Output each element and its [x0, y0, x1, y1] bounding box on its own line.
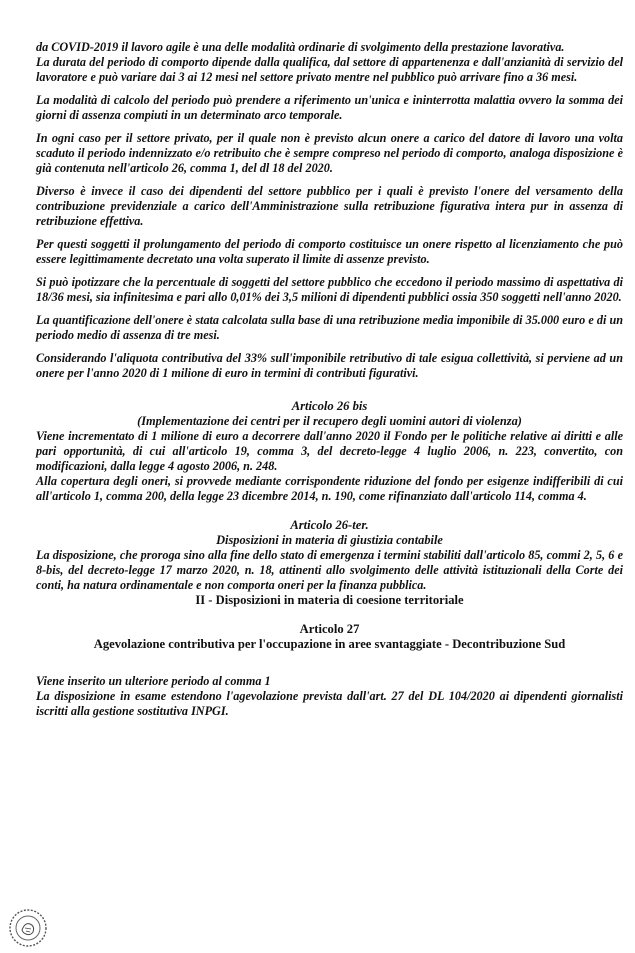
paragraph-calculation: La modalità di calcolo del periodo può prendere a riferimento un'unica e ininterrotta malattia ovvero la somma dei giorni di assenza compiuti in un determinato arco temporale.	[36, 93, 623, 122]
article-26-ter-paragraph: La disposizione, che proroga sino alla fine dello stato di emergenza i termini stabiliti dall'articolo 85, commi 2, 5, 6 e 8-bis, del decreto-legge 17 marzo 2020, n. 18, attinenti allo svolgimento delle attività istituzionali della Corte dei conti, ha natura ordinamentale e non comporta oneri per la finanza pubblica.	[36, 548, 623, 592]
paragraph-contribution-rate: Considerando l'aliquota contributiva del 33% sull'imponibile retributivo di tale esigua collettività, si perviene ad un onere per l'anno 2020 di 1 milione di euro in termini di contributi figurativi.	[36, 351, 623, 380]
article-27-subtitle: Agevolazione contributiva per l'occupazione in aree svantaggiate - Decontribuzione Sud	[93, 637, 566, 651]
article-27-paragraph-insert: Viene inserito un ulteriore periodo al comma 1	[36, 674, 271, 688]
article-27-title: Articolo 27	[299, 622, 360, 636]
official-seal-icon	[8, 908, 48, 948]
paragraph-covid: da COVID-2019 il lavoro agile è una delle modalità ordinarie di svolgimento della prestazione lavorativa.	[36, 40, 565, 54]
paragraph-extension-cost: Per questi soggetti il prolungamento del periodo di comporto costituisce un onere rispetto al licenziamento che può essere legittimamente decretato una volta superato il limite di assenze previsto.	[36, 237, 623, 266]
article-26-bis-title: Articolo 26 bis	[291, 399, 368, 413]
article-26-ter	[36, 518, 623, 593]
paragraph-comporto-duration: La durata del periodo di comporto dipende dalla qualifica, dal settore di appartenenza e dall'anzianità di servizio del lavoratore e può variare dai 3 ai 12 mesi nel settore privato mentre nel pubblico può arrivare fino a 36 mesi.	[36, 55, 623, 84]
paragraph-estimate: Si può ipotizzare che la percentuale di soggetti del settore pubblico che eccedono il periodo massimo di aspettativa di 18/36 mesi, sia infinitesima e pari allo 0,01% dei 3,5 milioni di dipendenti pubblici ossia 350 soggetti nell'anno 2020.	[36, 275, 623, 304]
document-page	[36, 40, 623, 719]
article-26-ter-title: Articolo 26-ter.	[290, 518, 369, 532]
paragraph-quantification: La quantificazione dell'onere è stata calcolata sulla base di una retribuzione media imponibile di 35.000 euro e di un periodo medio di assenza di tre mesi.	[36, 313, 623, 342]
article-26-bis	[36, 399, 623, 504]
paragraph-private-sector: In ogni caso per il settore privato, per il quale non è previsto alcun onere a carico del datore di lavoro una volta scaduto il periodo indennizzato e/o retribuito che è sempre compreso nel periodo di comporto, analoga disposizione è già contenuta nell'articolo 26, comma 1, del dl 18 del 2020.	[36, 131, 623, 175]
paragraph-public-sector: Diverso è invece il caso dei dipendenti del settore pubblico per i quali è previsto l'onere del versamento della contribuzione previdenziale a carico dell'Amministrazione sulla retribuzione figurativa intera pur in assenza di retribuzione effettiva.	[36, 184, 623, 228]
article-26-bis-paragraph-fund: Viene incrementato di 1 milione di euro a decorrere dall'anno 2020 il Fondo per le politiche relative ai diritti e alle pari opportunità, di cui all'articolo 19, comma 3, del decreto-legge 4 luglio 2006, n. 223, convertito, con modificazioni, dalla legge 4 agosto 2006, n. 248.	[36, 429, 623, 473]
article-26-bis-subtitle: (Implementazione dei centri per il recupero degli uomini autori di violenza)	[137, 414, 522, 428]
article-27-paragraph-extension: La disposizione in esame estendono l'agevolazione prevista dall'art. 27 del DL 104/2020 ai dipendenti giornalisti iscritti alla gestione sostitutiva INPGI.	[36, 689, 623, 718]
article-27	[36, 622, 623, 719]
article-26-bis-paragraph-coverage: Alla copertura degli oneri, si provvede mediante corrispondente riduzione del fondo per esigenze indifferibili di cui all'articolo 1, comma 200, della legge 23 dicembre 2014, n. 190, come rifinanziato dall'articolo 114, comma 4.	[36, 474, 623, 503]
section-heading-coesione: II - Disposizioni in materia di coesione territoriale	[195, 593, 464, 607]
article-26-ter-subtitle: Disposizioni in materia di giustizia contabile	[216, 533, 443, 547]
